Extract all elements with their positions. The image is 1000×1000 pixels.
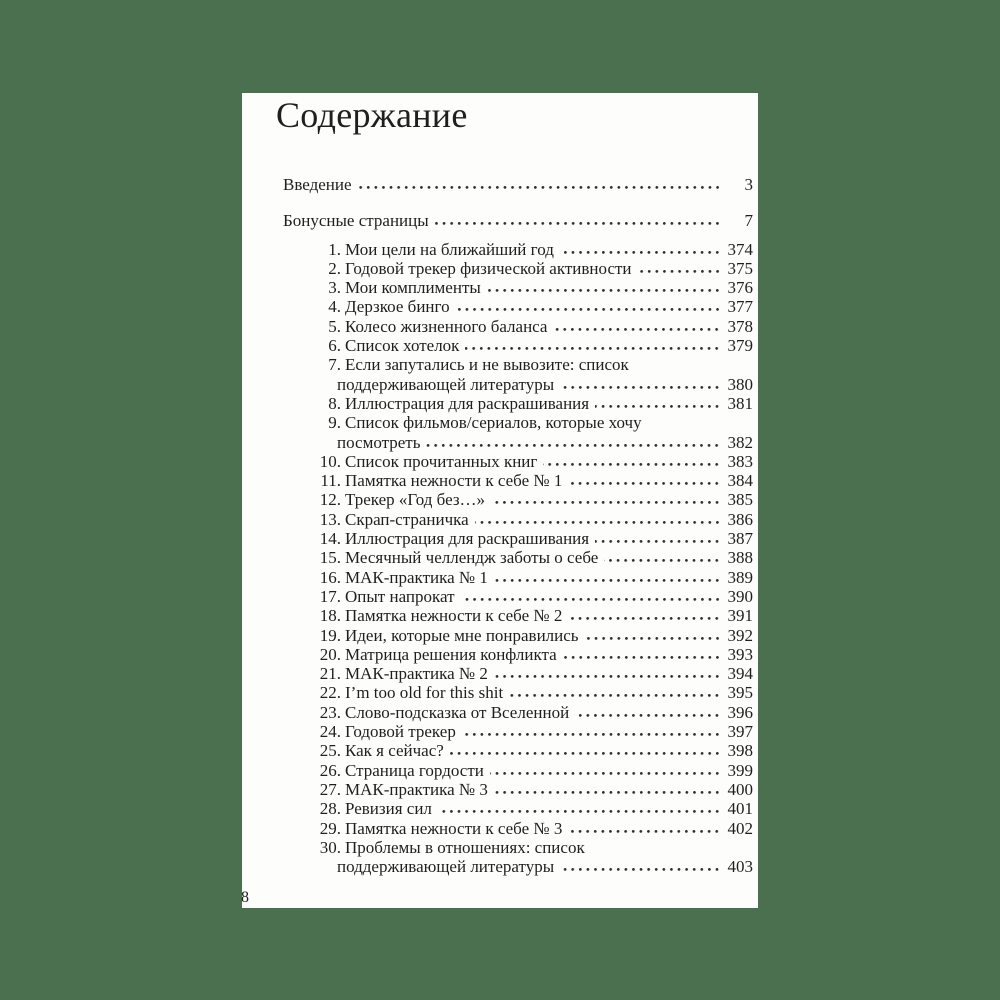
dot-leader (491, 500, 721, 505)
toc-item-page: 395 (727, 683, 753, 703)
dot-leader (560, 385, 721, 390)
toc-item-number: 20. (319, 644, 341, 664)
dot-leader (560, 250, 721, 255)
dot-leader (358, 185, 721, 190)
toc-item-label: Дерзкое бинго (345, 297, 450, 317)
toc-item-number: 22. (319, 683, 341, 703)
toc-item-page: 397 (727, 722, 753, 742)
toc-item-number: 25. (319, 741, 341, 761)
toc-item-number: 18. (319, 606, 341, 626)
toc-item-page: 396 (727, 702, 753, 722)
toc-entry-page: 7 (744, 211, 753, 231)
toc-item (283, 317, 753, 336)
toc-item (283, 780, 753, 799)
toc-item-page: 402 (727, 818, 753, 838)
toc-item-page: 380 (727, 374, 753, 394)
dot-leader (604, 558, 721, 563)
toc-item-label: Трекер «Год без…» (345, 490, 486, 510)
toc-item-number: 12. (319, 490, 341, 510)
toc-item (283, 433, 753, 452)
toc-item-number: 3. (328, 278, 341, 298)
dot-leader (595, 539, 721, 544)
toc-item (283, 548, 753, 567)
folio-page-number: 8 (241, 889, 249, 906)
toc-item (283, 452, 753, 471)
toc-item-label: посмотреть (337, 432, 421, 452)
toc-item-page: 375 (727, 258, 753, 278)
dot-leader (509, 693, 721, 698)
toc-item (283, 857, 753, 876)
toc-item-label: МАК-практика № 3 (345, 779, 488, 799)
toc-item (283, 645, 753, 664)
dot-leader (585, 636, 721, 641)
toc-entry-page: 3 (744, 175, 753, 194)
toc-item-page: 376 (727, 278, 753, 298)
toc-item (283, 510, 753, 529)
toc-item-page: 391 (727, 606, 753, 626)
toc-item (283, 259, 753, 278)
toc-item-label: Иллюстрация для раскрашивания (345, 529, 590, 549)
toc-item (283, 568, 753, 587)
toc-item (283, 587, 753, 606)
toc-item-page: 398 (727, 741, 753, 761)
toc-item (283, 278, 753, 297)
toc-item-page: 389 (727, 567, 753, 587)
toc-item (283, 626, 753, 645)
toc-entry-bonus-pages (283, 211, 753, 230)
toc-item-label: Иллюстрация для раскрашивания (345, 393, 590, 413)
toc-item-label: поддерживающей литературы (337, 857, 555, 877)
toc-item-label: поддерживающей литературы (337, 374, 555, 394)
toc-item (283, 355, 753, 374)
dot-leader (638, 269, 721, 274)
toc-item (283, 297, 753, 316)
toc-item (283, 819, 753, 838)
toc-item-number: 30. (319, 837, 341, 857)
dot-leader (456, 307, 721, 312)
toc-item-number: 11. (320, 471, 341, 491)
toc-item (283, 529, 753, 548)
toc-entry-label: Бонусные страницы (283, 211, 429, 231)
toc-item-label: Скрап-страничка (345, 509, 469, 529)
toc-item-label: МАК-практика № 1 (345, 567, 488, 587)
dot-leader (487, 288, 721, 293)
toc-item-label: Страница гордости (345, 760, 484, 780)
toc-item-number: 5. (328, 316, 341, 336)
toc-item-number: 10. (319, 451, 341, 471)
toc-item-number: 4. (328, 297, 341, 317)
dot-leader (462, 732, 721, 737)
page-title: Содержание (276, 95, 468, 135)
toc-item (283, 799, 753, 818)
dot-leader (450, 751, 721, 756)
toc-item-page: 383 (727, 451, 753, 471)
dot-leader (490, 771, 721, 776)
dot-leader (494, 790, 721, 795)
toc-item-number: 14. (319, 529, 341, 549)
toc-item (283, 394, 753, 413)
toc-item (283, 471, 753, 490)
toc-item-page: 392 (727, 625, 753, 645)
toc-item-label: I’m too old for this shit (345, 683, 504, 703)
dot-leader (465, 346, 721, 351)
toc-item (283, 336, 753, 355)
toc-item (283, 664, 753, 683)
toc-item (283, 375, 753, 394)
toc-item-page: 381 (727, 393, 753, 413)
toc-item-number: 2. (328, 258, 341, 278)
toc-item (283, 413, 753, 432)
toc-item-number: 19. (319, 625, 341, 645)
dot-leader (595, 404, 721, 409)
toc-item-page: 399 (727, 760, 753, 780)
toc-item-page: 382 (727, 432, 753, 452)
toc-item-page: 394 (727, 664, 753, 684)
dot-leader (543, 462, 721, 467)
toc-item (283, 683, 753, 702)
toc-item-label: Памятка нежности к себе № 2 (345, 606, 563, 626)
toc-item-page: 393 (727, 644, 753, 664)
toc-item-page: 378 (727, 316, 753, 336)
toc-item-number: 8. (328, 393, 341, 413)
dot-leader (553, 327, 721, 332)
toc-item-page: 400 (727, 779, 753, 799)
toc-item-number: 29. (319, 818, 341, 838)
toc-item (283, 722, 753, 741)
toc-item-label: Как я сейчас? (345, 741, 444, 761)
toc-item-number: 24. (319, 722, 341, 742)
toc-item (283, 703, 753, 722)
toc-item-label: Список прочитанных книг (345, 451, 538, 471)
toc-item (283, 838, 753, 857)
toc-item-page: 379 (727, 336, 753, 356)
toc-item-label: Список хотелок (345, 336, 460, 356)
toc-item-label: Памятка нежности к себе № 1 (345, 471, 563, 491)
dot-leader (560, 867, 721, 872)
toc-item-label: Идеи, которые мне понравились (345, 625, 579, 645)
toc-item-number: 28. (319, 799, 341, 819)
toc-item-page: 384 (727, 471, 753, 491)
dot-leader (426, 443, 721, 448)
dot-leader (438, 809, 721, 814)
toc-item-label: Мои цели на ближайший год (345, 239, 554, 259)
toc-item-page: 403 (727, 857, 753, 877)
dot-leader (563, 655, 721, 660)
toc-item (283, 240, 753, 259)
toc-item (283, 490, 753, 509)
toc-item-page: 385 (727, 490, 753, 510)
toc-item-page: 386 (727, 509, 753, 529)
toc-item-number: 15. (319, 548, 341, 568)
toc-item-label: Годовой трекер физической активности (345, 258, 632, 278)
toc-item-label: Проблемы в отношениях: список (345, 837, 585, 857)
toc-item-label: Годовой трекер (345, 722, 456, 742)
toc-item-label: МАК-практика № 2 (345, 664, 488, 684)
dot-leader (568, 616, 721, 621)
book-page (242, 93, 758, 908)
toc-item-number: 9. (328, 413, 341, 433)
dot-leader (568, 829, 721, 834)
toc-entry-label: Введение (283, 175, 352, 194)
toc-item-number: 13. (319, 509, 341, 529)
toc-item-label: Слово-подсказка от Вселенной (345, 702, 570, 722)
toc-item-label: Памятка нежности к себе № 3 (345, 818, 563, 838)
toc-item-number: 7. (328, 355, 341, 375)
toc-item-label: Если запутались и не вывозите: список (345, 355, 629, 375)
toc-item-label: Ревизия сил (345, 799, 432, 819)
toc-entry-introduction (283, 175, 753, 194)
dot-leader (575, 713, 721, 718)
toc-item-number: 21. (319, 664, 341, 684)
toc-item-number: 17. (319, 586, 341, 606)
toc-item (283, 606, 753, 625)
dot-leader (494, 578, 721, 583)
toc-item-number: 1. (328, 239, 341, 259)
toc-item-number: 16. (319, 567, 341, 587)
toc-items (283, 240, 753, 877)
dot-leader (568, 481, 721, 486)
toc-item-label: Матрица решения конфликта (345, 644, 557, 664)
toc-item-label: Месячный челлендж заботы о себе (345, 548, 599, 568)
dot-leader (461, 597, 721, 602)
toc-item-number: 27. (319, 779, 341, 799)
toc-item-page: 374 (727, 239, 753, 259)
toc-item-label: Список фильмов/сериалов, которые хочу (345, 413, 642, 433)
toc-item-label: Колесо жизненного баланса (345, 316, 548, 336)
dot-leader (475, 520, 721, 525)
toc-item-page: 401 (727, 799, 753, 819)
toc-item-page: 390 (727, 586, 753, 606)
toc-item-page: 387 (727, 529, 753, 549)
toc-item-page: 388 (727, 548, 753, 568)
dot-leader (494, 674, 721, 679)
toc-item (283, 761, 753, 780)
toc-item-number: 23. (319, 702, 341, 722)
toc-item (283, 741, 753, 760)
toc-item-number: 6. (328, 336, 341, 356)
toc-item-label: Опыт напрокат (345, 586, 455, 606)
toc-item-page: 377 (727, 297, 753, 317)
toc-item-number: 26. (319, 760, 341, 780)
dot-leader (435, 221, 721, 226)
toc-item-label: Мои комплименты (345, 278, 481, 298)
